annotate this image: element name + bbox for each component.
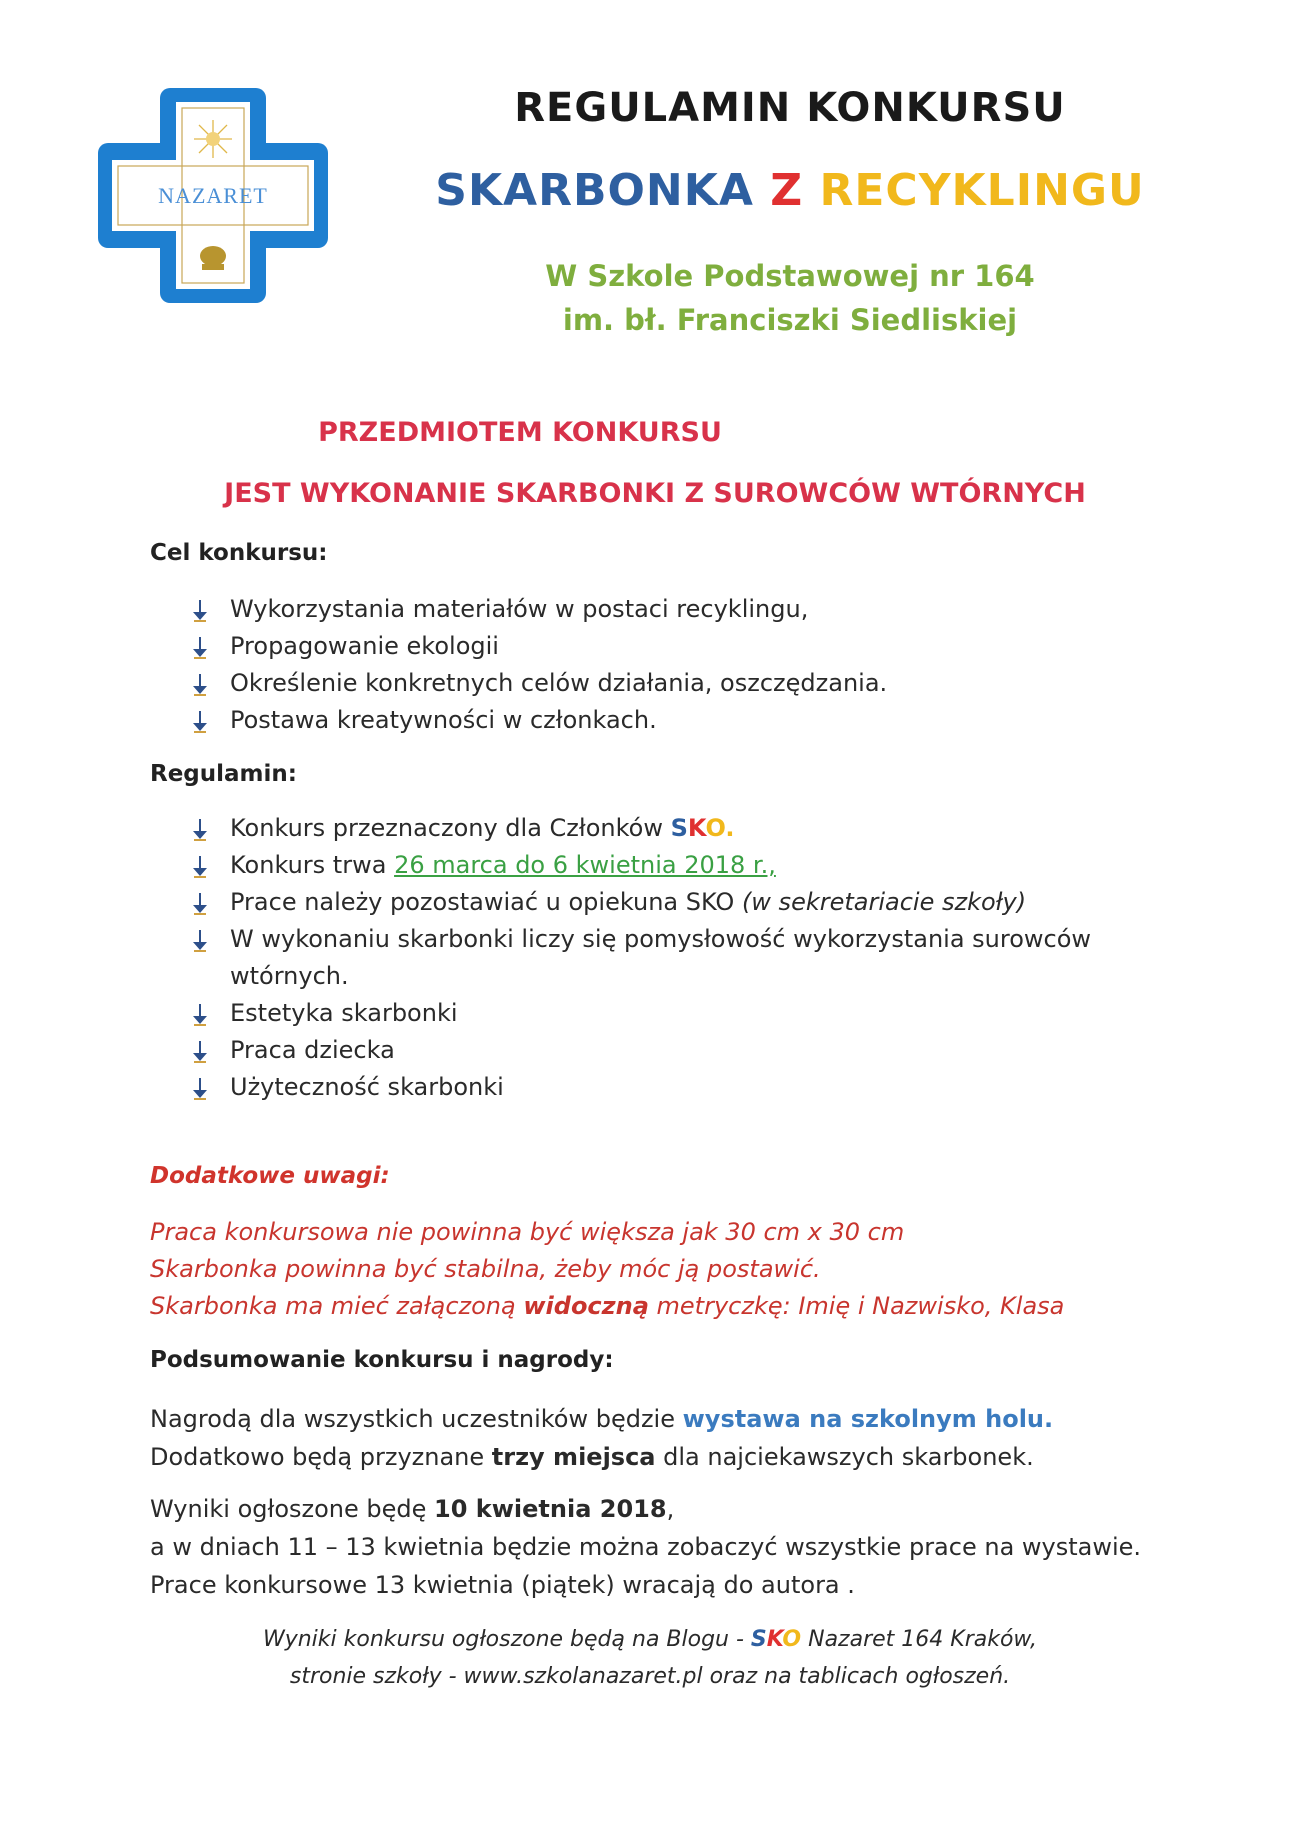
- results-date: 10 kwietnia 2018: [434, 1495, 667, 1523]
- arrow-bullet-icon: [190, 1004, 210, 1026]
- sko-letter-k: K: [687, 814, 706, 842]
- list-item: [190, 665, 1150, 702]
- cel-item-text: Określenie konkretnych celów działania, oszczędzania.: [230, 669, 888, 697]
- list-item: [190, 1069, 1150, 1106]
- sko-letter-o: O: [782, 1627, 802, 1652]
- list-item: [190, 847, 1150, 884]
- list-item: [190, 1032, 1150, 1069]
- regulamin-list: [190, 810, 1150, 1106]
- footer-text: Nazaret 164 Kraków,: [801, 1627, 1038, 1652]
- subject-line-2: JEST WYKONANIE SKARBONKI Z SUROWCÓW WTÓRNYCH: [224, 478, 1086, 509]
- cel-item-text: Postawa kreatywności w członkach.: [230, 706, 657, 734]
- results-paragraph: [150, 1490, 1250, 1604]
- sko-period: .: [725, 814, 735, 842]
- list-item: [190, 995, 1150, 1032]
- footer-line-2: stronie szkoły - www.szkolanazaret.pl oraz na tablicach ogłoszeń.: [289, 1664, 1011, 1689]
- regulamin-item-text: Estetyka skarbonki: [230, 999, 458, 1027]
- cel-list: [190, 591, 1150, 739]
- subtitle-word-skarbonka: SKARBONKA: [435, 165, 754, 216]
- sko-letter-o: O: [705, 814, 726, 842]
- cel-item-text: Propagowanie ekologii: [230, 632, 499, 660]
- arrow-bullet-icon: [190, 930, 210, 952]
- three-places-highlight: trzy miejsca: [491, 1443, 656, 1471]
- arrow-bullet-icon: [190, 637, 210, 659]
- regulamin-item-text: Użyteczność skarbonki: [230, 1073, 504, 1101]
- regulamin-item-text: Praca dziecka: [230, 1036, 395, 1064]
- section-heading-notes: Dodatkowe uwagi:: [150, 1163, 390, 1189]
- section-heading-cel: Cel konkursu:: [150, 540, 328, 566]
- logo-text: NAZARET: [158, 183, 268, 208]
- results-text: ,: [666, 1495, 675, 1523]
- section-heading-podsumowanie: Podsumowanie konkursu i nagrody:: [150, 1347, 614, 1373]
- contest-dates: 26 marca do 6 kwietnia 2018 r.,: [394, 851, 776, 879]
- prizes-text: Nagrodą dla wszystkich uczestników będzie: [150, 1405, 683, 1433]
- section-heading-regulamin: Regulamin:: [150, 761, 297, 787]
- list-item: [190, 921, 1150, 995]
- subtitle-word-z: Z: [770, 165, 804, 216]
- notes-line-3-b: metryczkę: Imię i Nazwisko, Klasa: [648, 1292, 1065, 1320]
- subject-line-1: PRZEDMIOTEM KONKURSU: [318, 417, 722, 448]
- prizes-text: Dodatkowo będą przyznane: [150, 1443, 492, 1471]
- regulamin-item-text: Konkurs trwa: [230, 851, 395, 879]
- footer-text: Wyniki konkursu ogłoszone będą na Blogu -: [262, 1627, 751, 1652]
- list-item: [190, 810, 1150, 847]
- prizes-text: dla najciekawszych skarbonek.: [655, 1443, 1034, 1471]
- sko-letter-s: S: [750, 1627, 767, 1652]
- results-line-2: a w dniach 11 – 13 kwietnia będzie można zobaczyć wszystkie prace na wystawie.: [150, 1533, 1142, 1561]
- list-item: [190, 628, 1150, 665]
- notes-line-3-a: Skarbonka ma mieć załączoną: [150, 1292, 524, 1320]
- arrow-bullet-icon: [190, 1041, 210, 1063]
- nazaret-logo: [98, 88, 328, 303]
- list-item: [190, 702, 1150, 739]
- list-item: [190, 884, 1150, 921]
- regulamin-item-text: W wykonaniu skarbonki liczy się pomysłowość wykorzystania surowców wtórnych.: [230, 925, 1092, 990]
- school-line-1: W Szkole Podstawowej nr 164: [545, 259, 1035, 293]
- regulamin-item-italic: (w sekretariacie szkoły): [741, 888, 1027, 916]
- notes-line-3-bold: widoczną: [523, 1292, 649, 1320]
- prizes-line-2: [150, 1438, 1250, 1476]
- exhibition-highlight: wystawa na szkolnym holu.: [682, 1405, 1054, 1433]
- list-item: [190, 591, 1150, 628]
- results-text: Wyniki ogłoszone będę: [150, 1495, 435, 1523]
- arrow-bullet-icon: [190, 600, 210, 622]
- document-subtitle: [340, 165, 1240, 216]
- sko-letter-s: S: [670, 814, 688, 842]
- regulamin-item-text: Prace należy pozostawiać u opiekuna SKO: [230, 888, 742, 916]
- notes-line-3: [150, 1288, 1200, 1325]
- arrow-bullet-icon: [190, 711, 210, 733]
- notes-block: [150, 1214, 1200, 1325]
- school-line-2: im. bł. Franciszki Siedliskiej: [562, 303, 1018, 337]
- sko-letter-k: K: [766, 1627, 783, 1652]
- prizes-paragraph: [150, 1400, 1250, 1476]
- footer-note: [0, 1621, 1300, 1695]
- results-line-3: Prace konkursowe 13 kwietnia (piątek) wracają do autora .: [150, 1571, 855, 1599]
- cel-item-text: Wykorzystania materiałów w postaci recyklingu,: [230, 595, 809, 623]
- subtitle-word-recyklingu: RECYKLINGU: [819, 165, 1145, 216]
- document-title: REGULAMIN KONKURSU: [514, 85, 1066, 131]
- footer-line-1: [0, 1621, 1300, 1658]
- prizes-line-1: [150, 1400, 1250, 1438]
- arrow-bullet-icon: [190, 674, 210, 696]
- arrow-bullet-icon: [190, 1078, 210, 1100]
- results-line-1: [150, 1490, 1250, 1528]
- arrow-bullet-icon: [190, 819, 210, 841]
- nazaret-cross-icon: [98, 88, 328, 303]
- arrow-bullet-icon: [190, 893, 210, 915]
- notes-line-2: Skarbonka powinna być stabilna, żeby móc ją postawić.: [150, 1255, 821, 1283]
- arrow-bullet-icon: [190, 856, 210, 878]
- notes-line-1: Praca konkursowa nie powinna być większa jak 30 cm x 30 cm: [150, 1218, 905, 1246]
- regulamin-item-text: Konkurs przeznaczony dla Członków: [230, 814, 671, 842]
